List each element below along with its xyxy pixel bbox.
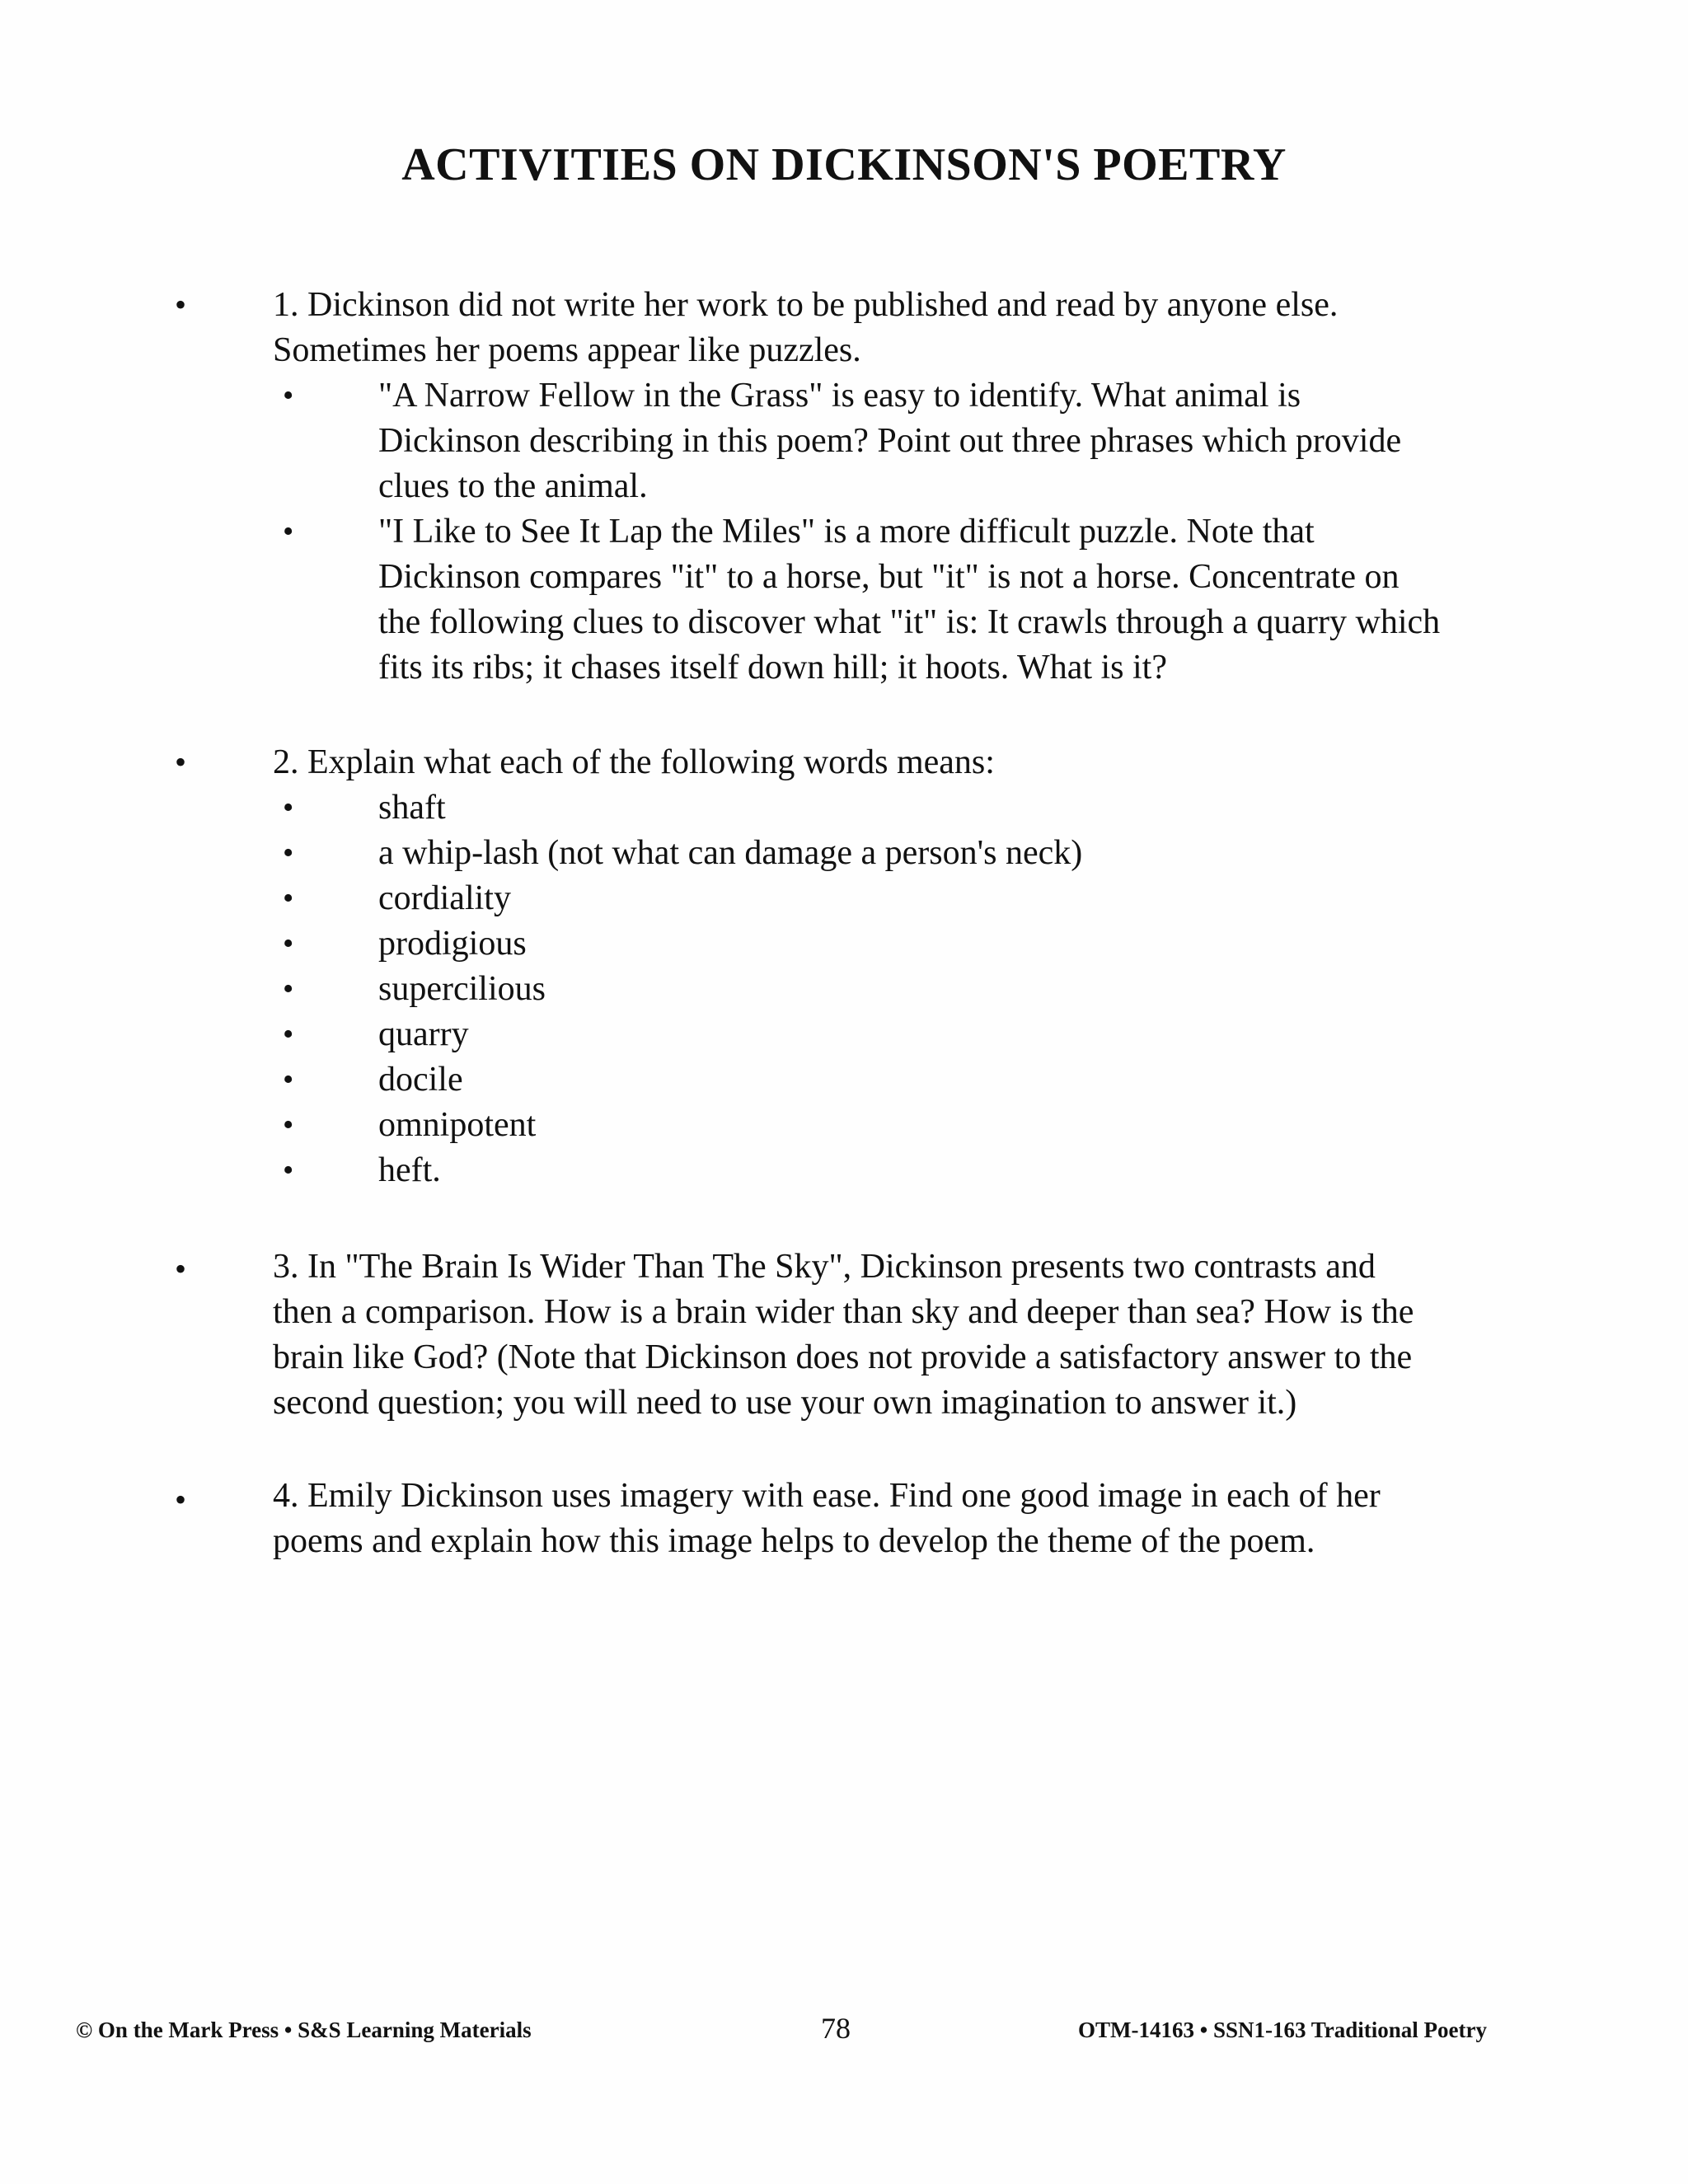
- word-item: • docile: [273, 1057, 1575, 1103]
- page-title: ACTIVITIES ON DICKINSON'S POETRY: [401, 139, 1287, 190]
- bullet-icon: •: [175, 286, 187, 323]
- bullet-icon: •: [283, 1017, 294, 1052]
- word-item: • a whip-lash (not what can damage a person's neck): [273, 831, 1575, 876]
- bullet-icon: •: [283, 926, 294, 961]
- bullet-icon: •: [283, 1108, 294, 1142]
- bullet-icon: •: [175, 1250, 187, 1287]
- bullet-icon: •: [283, 836, 294, 870]
- word-item: • shaft: [273, 785, 1575, 831]
- word-item: • supercilious: [273, 967, 1575, 1012]
- bullet-icon: •: [175, 1481, 187, 1518]
- bullet-icon: •: [283, 1062, 294, 1097]
- word-item: • prodigious: [273, 921, 1575, 967]
- word-item: • omnipotent: [273, 1103, 1575, 1148]
- bullet-icon: •: [283, 1153, 294, 1188]
- word-item: • quarry: [273, 1012, 1575, 1057]
- activity-1-subitem-1: • "A Narrow Fellow in the Grass" is easy to identify. What animal is Dickinson describing in this poem? Point out three phrases which provide clues to the animal.: [273, 373, 1575, 509]
- activity-2-intro: 2. Explain what each of the following words means:: [273, 743, 995, 781]
- activity-1: [273, 283, 1575, 691]
- page-number: 78: [821, 2012, 851, 2045]
- bullet-icon: •: [283, 790, 294, 825]
- bullet-icon: •: [283, 881, 294, 916]
- footer-series: OTM-14163 • SSN1-163 Traditional Poetry: [1078, 2018, 1487, 2042]
- bullet-icon: •: [283, 378, 294, 413]
- footer-publisher: © On the Mark Press • S&S Learning Materials: [76, 2018, 532, 2042]
- activity-4: 4. Emily Dickinson uses imagery with ease. Find one good image in each of her poems and explain how this image helps to develop the theme of the poem.: [273, 1477, 1381, 1560]
- bullet-icon: •: [283, 972, 294, 1006]
- word-item: • cordiality: [273, 876, 1575, 921]
- activity-3: 3. In "The Brain Is Wider Than The Sky", Dickinson presents two contrasts and then a comparison. How is a brain wider than sky and deeper than sea? How is the brain like God? (Note that Dickinson does not provide a satisfactory answer to the second question; you will need to use your own imagination to answer it.): [273, 1248, 1414, 1422]
- activity-2: [273, 740, 1575, 1193]
- activity-1-subitem-2: • "I Like to See It Lap the Miles" is a more difficult puzzle. Note that Dickinson compares "it" to a horse, but "it" is not a horse. Concentrate on the following clues to discover what "it" is: It crawls through a quarry which fits its ribs; it chases itself down hill; it hoots. What is it?: [273, 509, 1575, 691]
- activity-1-line-1: 1. Dickinson did not write her work to be published and read by anyone else.: [273, 286, 1339, 324]
- bullet-icon: •: [175, 743, 187, 780]
- word-item: • heft.: [273, 1148, 1575, 1193]
- bullet-icon: •: [283, 514, 294, 549]
- activity-1-line-2: Sometimes her poems appear like puzzles.: [273, 331, 861, 369]
